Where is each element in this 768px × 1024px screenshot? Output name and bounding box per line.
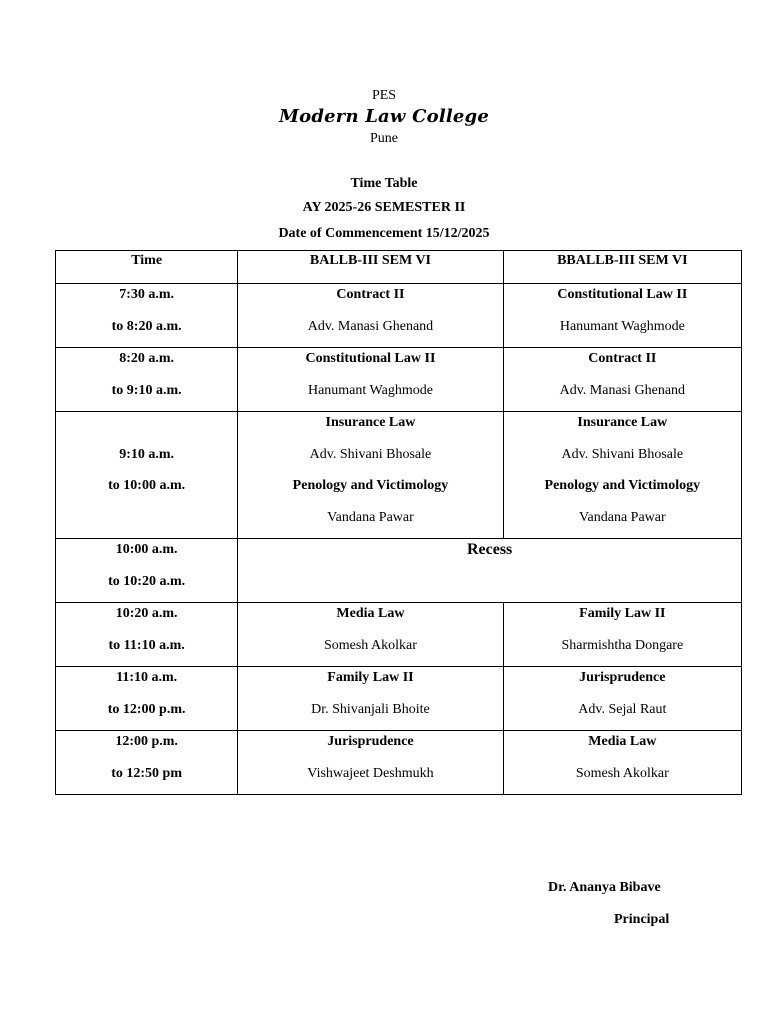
subject: Contract II: [588, 351, 657, 366]
time-start: 7:30 a.m.: [119, 287, 175, 302]
time-start: 10:20 a.m.: [115, 606, 178, 621]
time-end: to 11:10 a.m.: [108, 637, 185, 653]
teacher: Vishwajeet Deshmukh: [307, 765, 434, 781]
ballb-cell: [238, 284, 503, 348]
time-end: to 12:50 pm: [111, 765, 183, 781]
table-row: [56, 731, 742, 795]
teacher: Vandana Pawar: [578, 509, 666, 525]
teacher: Adv. Sejal Raut: [578, 701, 667, 717]
teacher: Adv. Manasi Ghenand: [559, 382, 686, 398]
bballb-cell: [503, 603, 741, 667]
time-end: to 10:00 a.m.: [108, 478, 186, 493]
time-end: to 9:10 a.m.: [111, 382, 182, 398]
table-row: [56, 412, 742, 539]
bballb-cell: [503, 284, 741, 348]
table-row: [56, 603, 742, 667]
subject: Jurisprudence: [579, 670, 666, 685]
teacher: Sharmishtha Dongare: [561, 637, 684, 653]
teacher: Hanumant Waghmode: [559, 318, 685, 334]
college-name: Modern Law College: [279, 106, 489, 127]
bballb-cell: [503, 348, 741, 412]
header-ballb: BALLB-III SEM VI: [238, 251, 503, 284]
subject: Penology and Victimology: [544, 478, 701, 493]
bballb-cell: [503, 667, 741, 731]
subject: Constitutional Law II: [557, 287, 688, 302]
time-cell: [56, 412, 238, 539]
time-start: 11:10 a.m.: [116, 670, 178, 685]
subject: Family Law II: [579, 606, 666, 621]
time-cell: [56, 603, 238, 667]
table-row: [56, 667, 742, 731]
timetable: [55, 250, 742, 795]
subject: Media Law: [336, 606, 405, 621]
time-start: 9:10 a.m.: [119, 446, 175, 462]
college-city: Pune: [370, 131, 398, 146]
table-header-row: [56, 251, 742, 284]
time-end: to 8:20 a.m.: [111, 318, 182, 334]
teacher: Adv. Shivani Bhosale: [309, 446, 432, 462]
teacher: Somesh Akolkar: [323, 637, 417, 653]
document-title: Time Table: [350, 176, 418, 191]
commencement-date: Date of Commencement 15/12/2025: [278, 226, 490, 241]
subject: Penology and Victimology: [292, 478, 449, 493]
ballb-cell: [238, 603, 503, 667]
principal-name: Dr. Ananya Bibave: [548, 880, 661, 895]
time-start: 10:00 a.m.: [115, 542, 178, 557]
teacher: Hanumant Waghmode: [307, 382, 433, 398]
ballb-cell: [238, 412, 503, 539]
table-row: [56, 348, 742, 412]
subject: Insurance Law: [325, 415, 416, 430]
ballb-cell: [238, 731, 503, 795]
recess-label: Recess: [466, 541, 513, 558]
teacher: Somesh Akolkar: [575, 765, 669, 781]
time-cell: [56, 539, 238, 603]
teacher: Adv. Manasi Ghenand: [307, 318, 434, 334]
time-end: to 10:20 a.m.: [108, 573, 186, 589]
table-row: [56, 539, 742, 603]
time-cell: [56, 284, 238, 348]
bballb-cell: [503, 412, 741, 539]
subject: Insurance Law: [577, 415, 668, 430]
subject: Constitutional Law II: [305, 351, 436, 366]
recess-cell: [238, 539, 742, 603]
teacher: Vandana Pawar: [327, 509, 414, 525]
header-bballb: BBALLB-III SEM VI: [503, 251, 741, 284]
principal-designation: Principal: [614, 912, 670, 927]
subject: Media Law: [588, 734, 657, 749]
subject: Contract II: [336, 287, 405, 302]
header-time: Time: [56, 251, 238, 284]
time-cell: [56, 348, 238, 412]
bballb-cell: [503, 731, 741, 795]
time-start: 12:00 p.m.: [115, 734, 178, 749]
teacher: Dr. Shivanjali Bhoite: [311, 701, 430, 717]
time-cell: [56, 667, 238, 731]
time-start: 8:20 a.m.: [119, 351, 175, 366]
teacher: Adv. Shivani Bhosale: [561, 446, 684, 462]
time-cell: [56, 731, 238, 795]
ballb-cell: [238, 348, 503, 412]
academic-year: AY 2025-26 SEMESTER II: [302, 200, 466, 215]
subject: Jurisprudence: [327, 734, 414, 749]
subject: Family Law II: [327, 670, 414, 685]
society-name: PES: [371, 88, 397, 103]
time-end: to 12:00 p.m.: [107, 701, 186, 717]
table-row: [56, 284, 742, 348]
ballb-cell: [238, 667, 503, 731]
